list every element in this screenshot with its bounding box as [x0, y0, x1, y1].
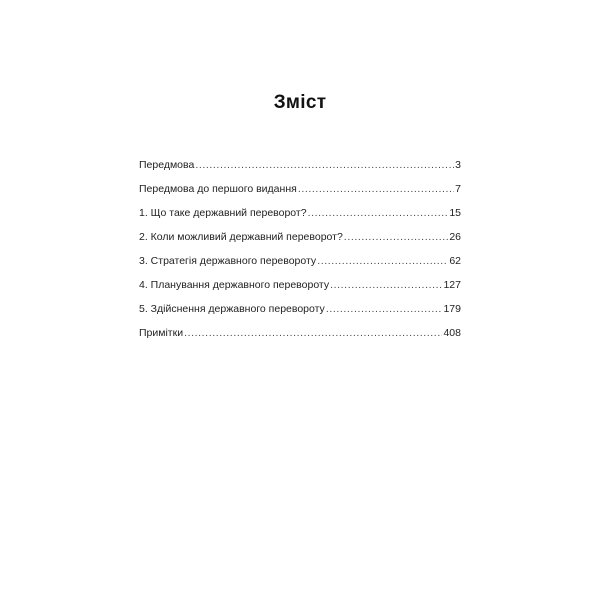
toc-entry: [139, 230, 461, 254]
toc-entry-label: 2. Коли можливий державний переворот?: [139, 231, 343, 243]
toc-entry-page: 3: [455, 159, 461, 171]
toc-entry-label: Передмова до першого видання: [139, 183, 297, 195]
toc-entry-label: 3. Стратегія державного перевороту: [139, 255, 317, 267]
toc-entry: [139, 158, 461, 182]
toc-entry-page: 408: [443, 327, 461, 339]
dot-leader: [195, 158, 454, 172]
dot-leader: [326, 302, 443, 316]
page-title: Зміст: [273, 92, 327, 113]
dot-leader: [308, 206, 449, 220]
dot-leader: [344, 230, 449, 244]
toc-entry: [139, 278, 461, 302]
toc-entry-label: 4. Планування державного перевороту: [139, 279, 330, 291]
toc-entry-page: 7: [455, 183, 461, 195]
dot-leader: [298, 182, 454, 196]
toc-entry-page: 26: [449, 231, 461, 243]
toc-entry-label: Передмова: [139, 159, 195, 171]
table-of-contents: [139, 158, 461, 350]
toc-entry: [139, 302, 461, 326]
toc-entry-page: 62: [449, 255, 461, 267]
toc-entry-page: 179: [443, 303, 461, 315]
toc-entry-page: 15: [449, 207, 461, 219]
toc-entry: [139, 206, 461, 230]
dot-leader: [330, 278, 442, 292]
toc-entry-label: 1. Що таке державний переворот?: [139, 207, 307, 219]
toc-entry-label: Примітки: [139, 327, 184, 339]
toc-entry: [139, 326, 461, 350]
toc-entry: [139, 254, 461, 278]
dot-leader: [184, 326, 442, 340]
toc-entry: [139, 182, 461, 206]
toc-entry-label: 5. Здійснення державного перевороту: [139, 303, 325, 315]
toc-entry-page: 127: [443, 279, 461, 291]
dot-leader: [317, 254, 448, 268]
